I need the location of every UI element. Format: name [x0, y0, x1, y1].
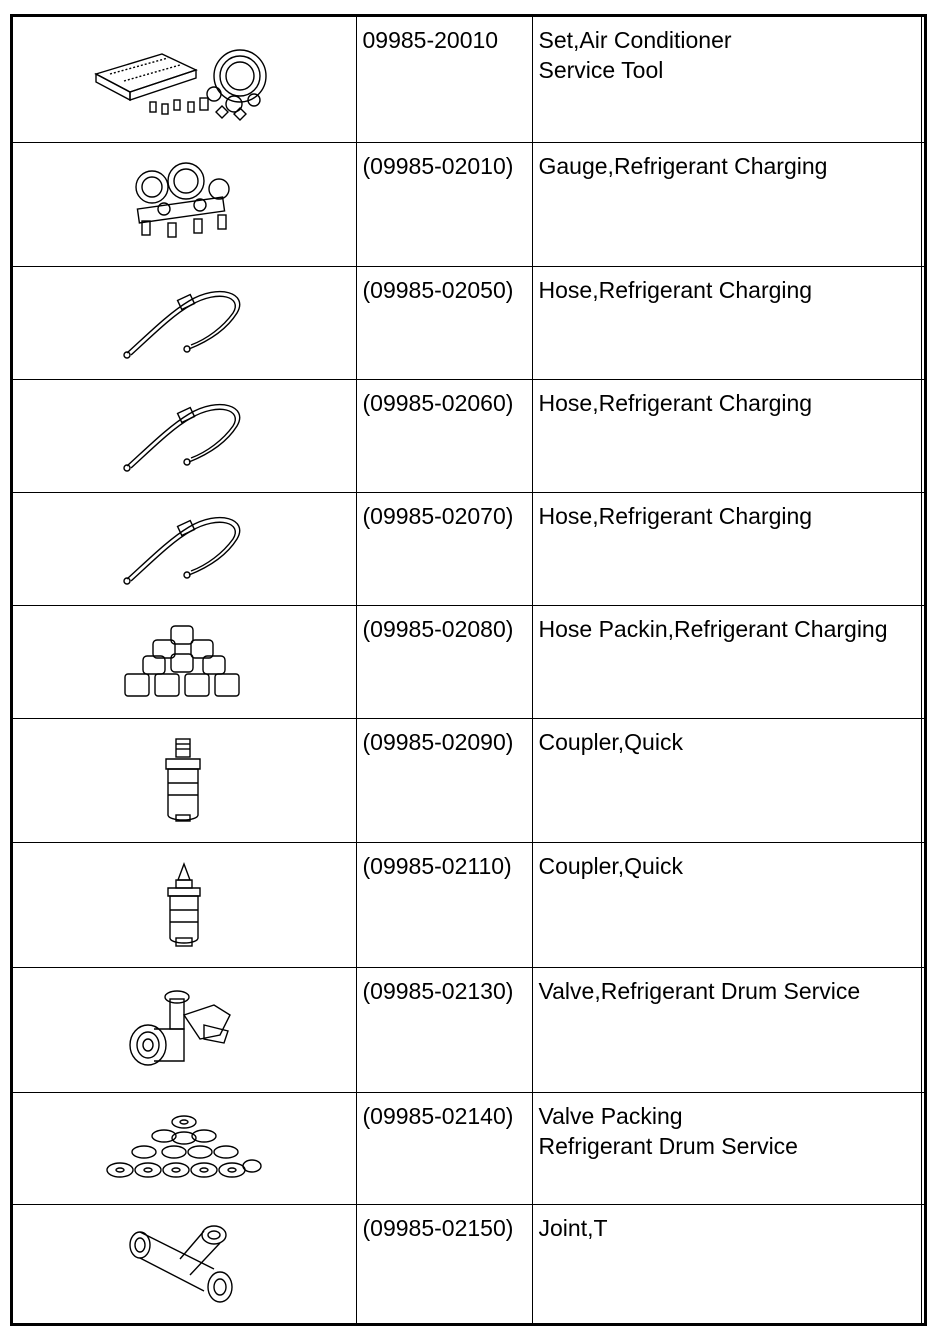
description-line: Coupler,Quick: [538, 852, 683, 879]
table-row: [13, 1092, 927, 1204]
description-cell: [532, 718, 921, 842]
hose-packing-icon: [119, 622, 249, 702]
quick-coupler-icon: [154, 735, 214, 825]
description-cell: [532, 1204, 921, 1323]
illustration-cell: [13, 842, 356, 967]
description-line: Hose Packin,Refrigerant Charging: [538, 615, 888, 642]
drum-service-valve-icon: [124, 985, 244, 1075]
description-line: Set,Air Conditioner: [538, 27, 732, 53]
illustration-cell: [13, 967, 356, 1092]
part-number: 09985-20010: [356, 17, 532, 142]
parts-sheet: [10, 14, 927, 1326]
description-line: Hose,Refrigerant Charging: [538, 389, 813, 416]
part-number: (09985-02060): [356, 379, 532, 492]
description-line: Coupler,Quick: [538, 728, 683, 755]
description-cell: [532, 17, 921, 142]
table-row: [13, 266, 927, 379]
illustration-cell: [13, 605, 356, 718]
table-row: [13, 492, 927, 605]
table-row: [13, 1204, 927, 1323]
charging-hose-icon: [119, 283, 249, 363]
description-cell: [532, 492, 921, 605]
description-line: Hose,Refrigerant Charging: [538, 502, 813, 529]
charging-hose-icon: [119, 509, 249, 589]
blank-cell: [921, 967, 927, 1092]
part-number: (09985-02150): [356, 1204, 532, 1323]
part-number: (09985-02010): [356, 142, 532, 266]
t-joint-icon: [124, 1219, 244, 1309]
description-line: Valve Packing: [538, 1102, 683, 1129]
description-cell: [532, 266, 921, 379]
part-number: (09985-02140): [356, 1092, 532, 1204]
part-number: (09985-02130): [356, 967, 532, 1092]
description-line: Service Tool: [538, 57, 664, 83]
table-row: [13, 842, 927, 967]
ac-service-tool-set-icon: [84, 34, 284, 124]
blank-cell: [921, 17, 927, 142]
valve-packing-icon: [104, 1108, 264, 1188]
quick-coupler-icon: [154, 860, 214, 950]
illustration-cell: [13, 142, 356, 266]
charging-gauge-icon: [124, 159, 244, 249]
table-row: [13, 605, 927, 718]
blank-cell: [921, 1092, 927, 1204]
table-row: [13, 967, 927, 1092]
illustration-cell: [13, 379, 356, 492]
blank-cell: [921, 266, 927, 379]
table-row: [13, 379, 927, 492]
description-cell: [532, 967, 921, 1092]
blank-cell: [921, 718, 927, 842]
blank-cell: [921, 842, 927, 967]
blank-cell: [921, 379, 927, 492]
description-line: Gauge,Refrigerant Charging: [538, 152, 828, 179]
part-number: (09985-02110): [356, 842, 532, 967]
illustration-cell: [13, 718, 356, 842]
description-line: Valve,Refrigerant Drum Service: [538, 977, 861, 1004]
description-cell: [532, 605, 921, 718]
part-number: (09985-02050): [356, 266, 532, 379]
description-cell: [532, 842, 921, 967]
blank-cell: [921, 142, 927, 266]
description-cell: [532, 379, 921, 492]
illustration-cell: [13, 266, 356, 379]
description-cell: [532, 142, 921, 266]
blank-cell: [921, 1204, 927, 1323]
blank-cell: [921, 492, 927, 605]
illustration-cell: [13, 1204, 356, 1323]
description-cell: [532, 1092, 921, 1204]
description-line: Hose,Refrigerant Charging: [538, 276, 813, 303]
part-number: (09985-02080): [356, 605, 532, 718]
table-row: [13, 718, 927, 842]
description-line: Refrigerant Drum Service: [538, 1132, 798, 1159]
description-line: Joint,T: [538, 1214, 608, 1241]
table-row: [13, 17, 927, 142]
service-tool-table: [13, 17, 927, 1323]
illustration-cell: [13, 492, 356, 605]
table-row: [13, 142, 927, 266]
part-number: (09985-02090): [356, 718, 532, 842]
charging-hose-icon: [119, 396, 249, 476]
illustration-cell: [13, 1092, 356, 1204]
illustration-cell: [13, 17, 356, 142]
part-number: (09985-02070): [356, 492, 532, 605]
blank-cell: [921, 605, 927, 718]
